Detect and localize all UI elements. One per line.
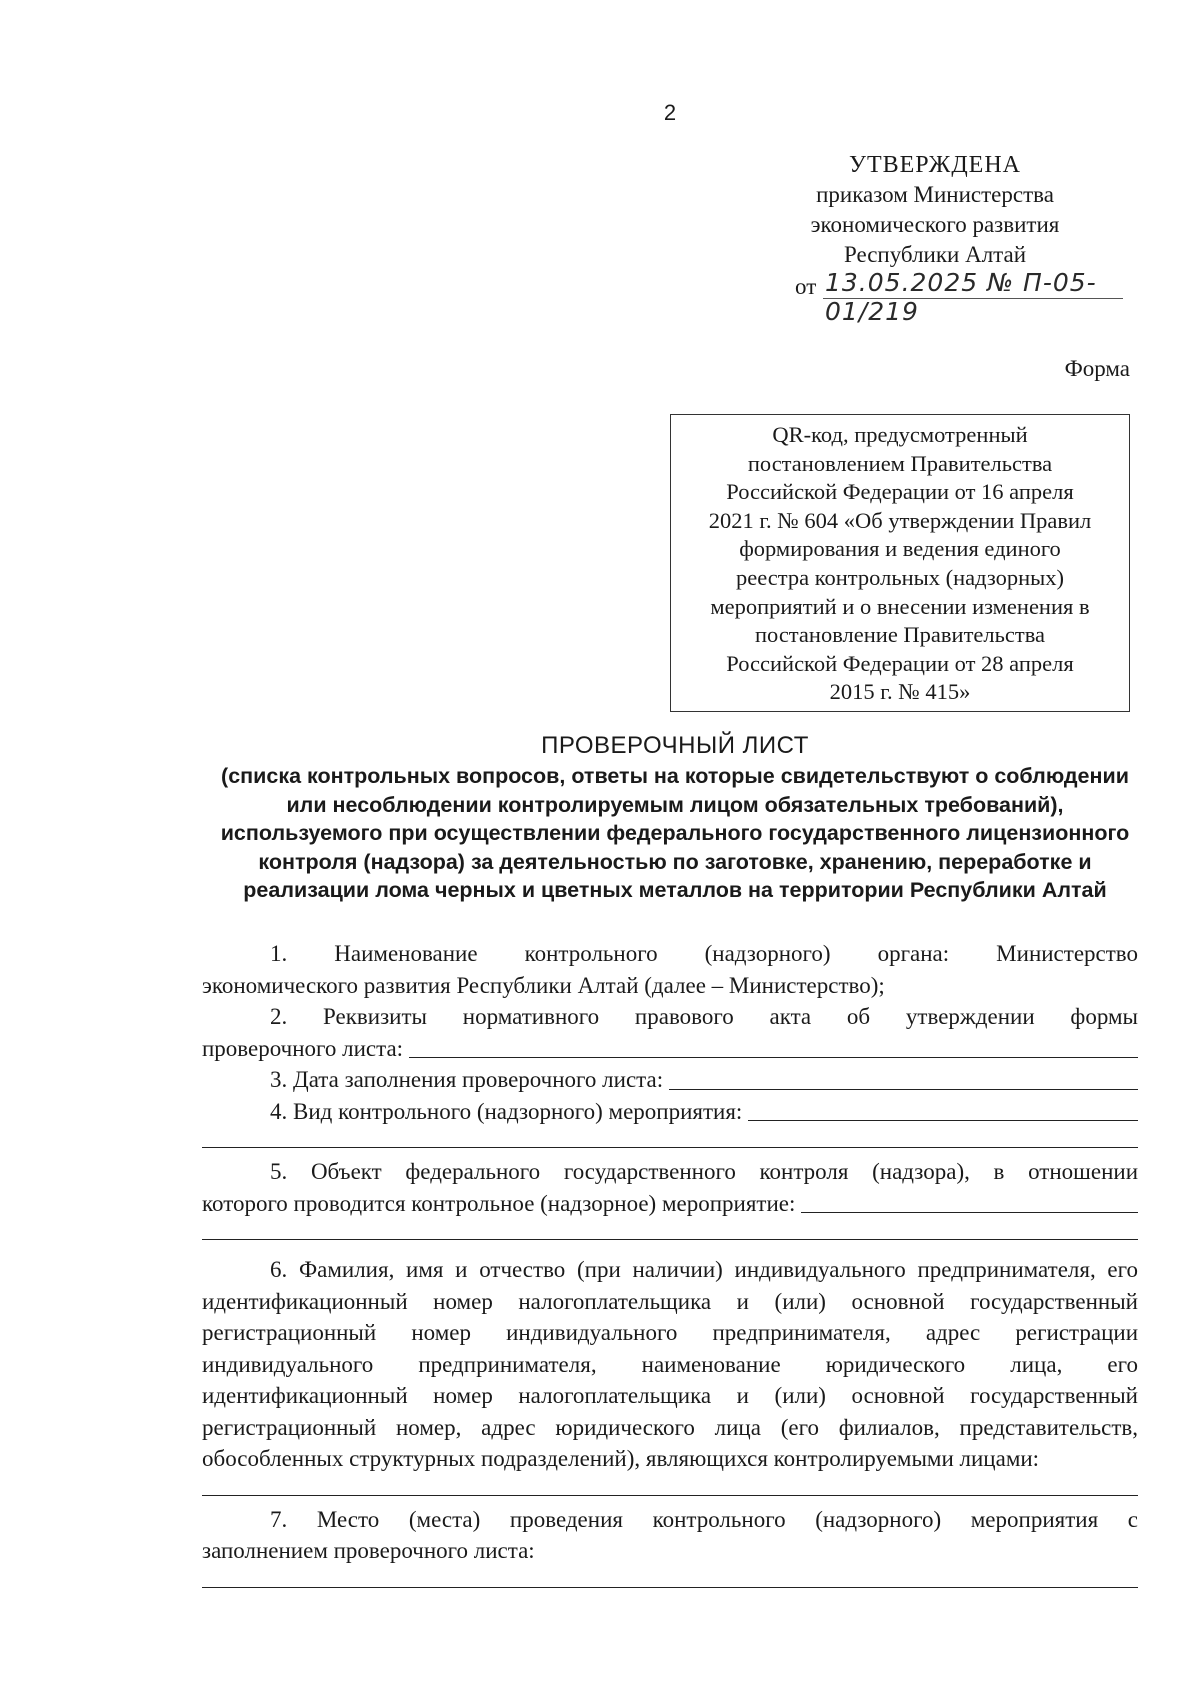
item-3-label: 3. Дата заполнения проверочного листа:: [270, 1067, 664, 1092]
qr-note-line: QR-код, предусмотренный: [772, 422, 1028, 447]
item-3: [202, 1064, 1138, 1096]
item-7-line-1: 7. Место (места) проведения контрольного (надзорного) мероприятия с: [270, 1506, 1138, 1532]
document-subtitle: [180, 762, 1170, 905]
qr-note-line: мероприятий и о внесении изменения в: [710, 593, 1090, 619]
document-title: ПРОВЕРОЧНЫЙ ЛИСТ: [541, 732, 809, 759]
form-label: Форма: [1064, 356, 1130, 381]
qr-note-line: 2015 г. № 415»: [829, 679, 971, 705]
subtitle-line: реализации лома черных и цветных металлов на территории Республики Алтай: [243, 878, 1107, 902]
item-7-blank[interactable]: [202, 1567, 1138, 1588]
qr-note-line: реестра контрольных (надзорных): [735, 564, 1065, 590]
qr-note-line: Российской Федерации от 28 апреля: [726, 650, 1074, 676]
item-4: [202, 1096, 1138, 1128]
item-1-line-2: экономического развития Республики Алтай (далее – Министерство);: [202, 972, 885, 998]
item-2-label: проверочного листа:: [202, 1035, 404, 1061]
item-1-line-1: 1. Наименование контрольного (надзорного) органа: Министерство: [270, 941, 1138, 966]
approval-line-1: приказом Министерства: [816, 182, 1054, 207]
qr-note-line: формирования и ведения единого: [739, 536, 1061, 562]
item-5-line-2: [202, 1188, 1138, 1220]
item-7-line-2: заполнением проверочного листа:: [202, 1538, 535, 1563]
qr-note-line: постановлением Правительства: [747, 450, 1053, 476]
item-3-blank[interactable]: [669, 1089, 1138, 1090]
form-items: [202, 938, 1138, 1596]
item-4-blank-continued[interactable]: [202, 1127, 1138, 1148]
qr-code-placeholder-box: [670, 414, 1130, 712]
item-4-label: 4. Вид контрольного (надзорного) мероприятия:: [270, 1098, 743, 1124]
item-6-blank[interactable]: [202, 1475, 1138, 1496]
handwritten-date-number: 13.05.2025 № П-05-01/219: [825, 268, 1097, 326]
date-underline: [823, 298, 1123, 299]
approval-line-2: экономического развития: [810, 212, 1060, 237]
qr-note-line: Российской Федерации от 16 апреля: [726, 479, 1074, 505]
item-2-line-1: 2. Реквизиты нормативного правового акта об утверждении формы: [270, 1004, 1138, 1029]
approval-date-line: [795, 268, 1125, 326]
approval-line-3: Республики Алтай: [843, 242, 1027, 267]
item-6-text: 6. Фамилия, имя и отчество (при наличии) индивидуального предпринимателя, его идентификационный номер налогоплательщика и (или) основной государственный регистрационный номер индивидуального предпринимателя, адрес регистрации индивидуального предпринимателя, наименование юридического лица, его идентификационный номер налогоплательщика и (или) основной государственный регистрационный номер, адрес юридического лица (его филиалов, представительств, обособленных структурных подразделений), являющихся контролируемыми лицами:: [202, 1257, 1138, 1471]
subtitle-line: (списка контрольных вопросов, ответы на которые свидетельствуют о соблюдении: [221, 764, 1129, 788]
item-4-blank[interactable]: [748, 1120, 1138, 1121]
subtitle-line: или несоблюдении контролируемым лицом обязательных требований),: [286, 792, 1064, 817]
item-5-blank-continued[interactable]: [202, 1219, 1138, 1240]
item-5-label: которого проводится контрольное (надзорное) мероприятие:: [202, 1190, 796, 1216]
item-2-line-2: [202, 1033, 1138, 1065]
item-2-blank[interactable]: [409, 1057, 1138, 1058]
qr-note-line: постановление Правительства: [754, 622, 1046, 648]
item-5-blank[interactable]: [801, 1212, 1138, 1213]
page-number: 2: [663, 100, 677, 125]
document-title-block: [180, 732, 1170, 905]
subtitle-line: контроля (надзора) за деятельностью по заготовке, хранению, переработке и: [258, 849, 1092, 874]
approval-heading: УТВЕРЖДЕНА: [848, 152, 1022, 178]
subtitle-line: используемого при осуществлении федерального государственного лицензионного: [220, 821, 1130, 845]
date-prefix: от: [795, 274, 817, 299]
approval-stamp: [760, 150, 1110, 270]
item-5-line-1: 5. Объект федерального государственного контроля (надзора), в отношении: [270, 1159, 1138, 1184]
qr-note-line: 2021 г. № 604 «Об утверждении Правил: [708, 507, 1092, 533]
